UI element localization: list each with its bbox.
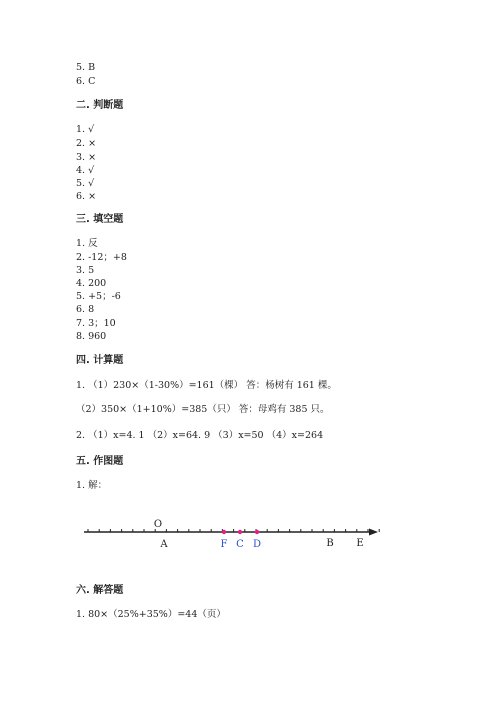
answer-mc-5: 5. B (76, 62, 96, 73)
fill-answer-2: 2. -12；+8 (76, 252, 127, 263)
judgement-answer-4: 4. √ (76, 165, 95, 176)
point-label-b: B (326, 538, 334, 549)
point-label-d: D (252, 539, 262, 550)
calc-answer-1-2: （2）350×（1+10%）=385（只） 答：母鸡有 385 只。 (76, 404, 330, 415)
judgement-answer-1: 1. √ (76, 124, 95, 135)
fill-answer-7: 7. 3；10 (76, 318, 116, 329)
fill-answer-3: 3. 5 (76, 265, 95, 276)
section-heading-word-problems: 六. 解答题 (76, 585, 124, 596)
judgement-answer-3: 3. × (76, 152, 97, 163)
answer-mc-6: 6. C (76, 76, 96, 87)
section-heading-drawing: 五. 作图题 (76, 456, 124, 467)
point-label-c: C (236, 539, 244, 550)
number-line-svg (80, 518, 390, 554)
point-label-f: F (220, 539, 228, 550)
section-heading-judgement: 二. 判断题 (76, 100, 124, 111)
number-line-figure (80, 518, 390, 554)
drawing-answer-label: 1. 解： (76, 480, 108, 491)
fill-answer-1: 1. 反 (76, 238, 98, 249)
fill-answer-8: 8. 960 (76, 331, 107, 342)
word-problem-answer-1: 1. 80×（25%+35%）=44（页） (76, 609, 226, 620)
section-heading-calculation: 四. 计算题 (76, 355, 124, 366)
judgement-answer-5: 5. √ (76, 178, 95, 189)
calc-answer-2: 2. （1）x=4. 1 （2）x=64. 9 （3）x=50 （4）x=264 (76, 430, 324, 441)
number-line-point-marker (255, 530, 259, 534)
judgement-answer-2: 2. × (76, 138, 97, 149)
number-line-point-marker (222, 530, 226, 534)
fill-answer-5: 5. +5；-6 (76, 291, 121, 302)
number-line-point-marker (238, 530, 242, 534)
origin-label: O (153, 519, 163, 530)
section-heading-fill-blank: 三. 填空题 (76, 214, 124, 225)
fill-answer-4: 4. 200 (76, 278, 107, 289)
point-label-e: E (356, 538, 364, 549)
calc-answer-1-1: 1. （1）230×（1-30%）=161（棵） 答：杨树有 161 棵。 (76, 380, 337, 391)
number-line-arrow-icon (369, 529, 378, 536)
point-label-a: A (160, 539, 168, 550)
fill-answer-6: 6. 8 (76, 304, 95, 315)
judgement-answer-6: 6. × (76, 191, 97, 202)
